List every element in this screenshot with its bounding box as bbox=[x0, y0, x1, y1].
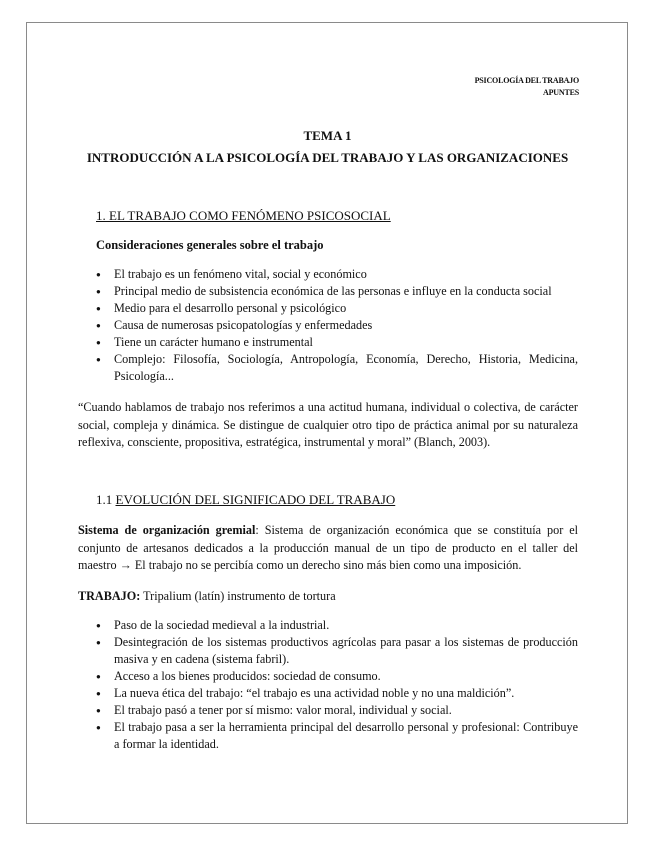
chapter-title: INTRODUCCIÓN A LA PSICOLOGÍA DEL TRABAJO Y LAS ORGANIZACIONES bbox=[86, 150, 569, 165]
section-1-bullet-list bbox=[96, 266, 578, 385]
list-item: ● El trabajo pasó a tener por sí mismo: valor moral, individual y social. bbox=[96, 702, 578, 719]
trabajo-term: TRABAJO: bbox=[78, 589, 141, 603]
header-course: PSICOLOGÍA DEL TRABAJO bbox=[474, 76, 579, 85]
gremial-definition: : Sistema de organización económica que se constituía por el conjunto de artesanos dedicados a la producción manual de un tipo de producto en el taller del maestro → El trabajo no se percibía como un derecho sino más bien como una imposición. bbox=[78, 523, 578, 572]
list-item: ● Paso de la sociedad medieval a la industrial. bbox=[96, 617, 578, 634]
trabajo-definition: Tripalium (latín) instrumento de tortura bbox=[140, 589, 336, 603]
section-1-1-heading bbox=[96, 492, 395, 508]
gremial-term: Sistema de organización gremial bbox=[78, 523, 256, 537]
list-item: ● Acceso a los bienes producidos: sociedad de consumo. bbox=[96, 668, 578, 685]
list-item: ● Principal medio de subsistencia económica de las personas e influye en la conducta social bbox=[96, 283, 578, 300]
tema-title: TEMA 1 bbox=[303, 128, 352, 143]
header-notes: APUNTES bbox=[543, 88, 579, 97]
section-1-subheading: Consideraciones generales sobre el trabajo bbox=[96, 238, 324, 252]
list-item: ● La nueva ética del trabajo: “el trabajo es una actividad noble y no una maldición”. bbox=[96, 685, 578, 702]
list-item: ● Medio para el desarrollo personal y psicológico bbox=[96, 300, 578, 317]
list-item: ● Causa de numerosas psicopatologías y enfermedades bbox=[96, 317, 578, 334]
section-1-1-bullet-list bbox=[96, 617, 578, 753]
list-item: ● Tiene un carácter humano e instrumental bbox=[96, 334, 578, 351]
gremial-paragraph bbox=[78, 522, 578, 575]
list-item: ● Desintegración de los sistemas productivos agrícolas para pasar a los sistemas de producción masiva y en cadena (sistema fabril). bbox=[96, 634, 578, 668]
blanch-quote: “Cuando hablamos de trabajo nos referimos a una actitud humana, individual o colectiva, de carácter social, compleja y dinámica. Se distingue de cualquier otro tipo de práctica animal por su naturaleza reflexiva, consciente, propositiva, estratégica, instrumental y moral” (Blanch, 2003). bbox=[78, 400, 578, 449]
section-1-heading: 1. EL TRABAJO COMO FENÓMENO PSICOSOCIAL bbox=[96, 208, 391, 223]
list-item: ● El trabajo es un fenómeno vital, social y económico bbox=[96, 266, 578, 283]
list-item: ● El trabajo pasa a ser la herramienta principal del desarrollo personal y profesional: Contribuye a formar la identidad. bbox=[96, 719, 578, 753]
trabajo-paragraph bbox=[78, 588, 578, 606]
section-1-1-title: EVOLUCIÓN DEL SIGNIFICADO DEL TRABAJO bbox=[115, 492, 396, 507]
section-1-1-number: 1.1 bbox=[96, 492, 116, 507]
running-header bbox=[475, 75, 579, 99]
list-item: ● Complejo: Filosofía, Sociología, Antropología, Economía, Derecho, Historia, Medicina, Psicología... bbox=[96, 351, 578, 385]
